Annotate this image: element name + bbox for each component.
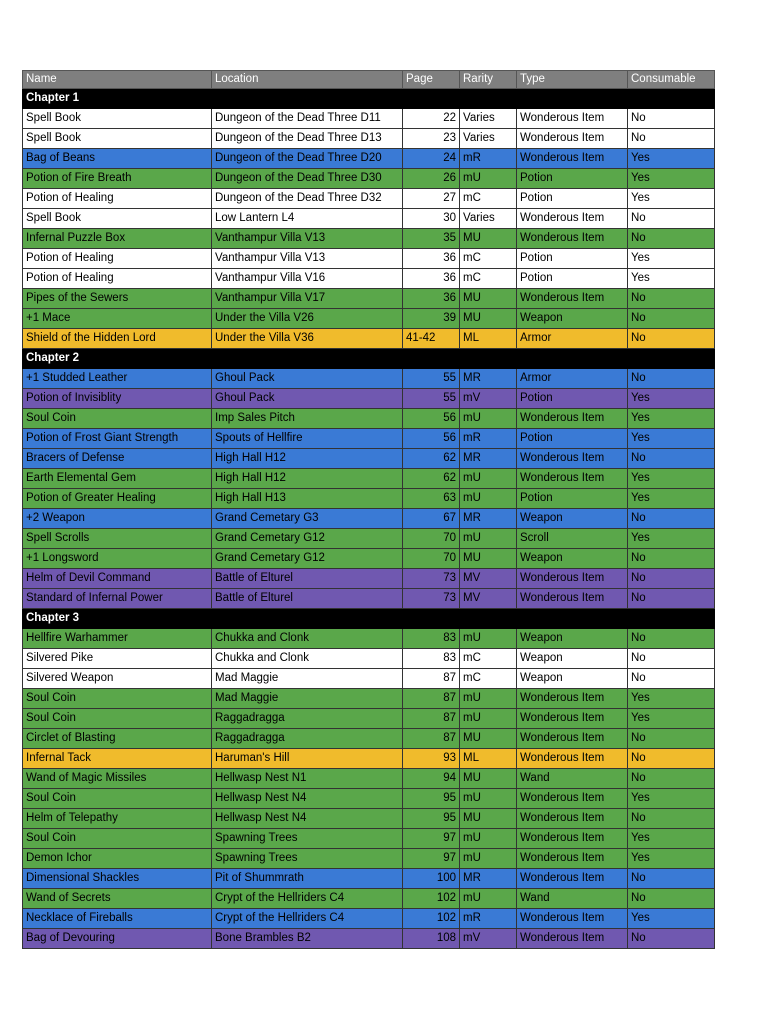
page-cell: 70: [403, 549, 460, 569]
table-row: [23, 789, 715, 809]
consumable-cell: Yes: [628, 829, 715, 849]
table-row: [23, 529, 715, 549]
page-cell: 97: [403, 849, 460, 869]
type-cell: Wonderous Item: [517, 569, 628, 589]
type-cell: Weapon: [517, 629, 628, 649]
consumable-cell: Yes: [628, 789, 715, 809]
consumable-cell: No: [628, 889, 715, 909]
table-body: [23, 89, 715, 949]
name-cell: Potion of Fire Breath: [23, 169, 212, 189]
type-cell: Wonderous Item: [517, 909, 628, 929]
page-cell: 62: [403, 449, 460, 469]
rarity-cell: MV: [460, 569, 517, 589]
consumable-cell: No: [628, 589, 715, 609]
header-location: Location: [212, 71, 403, 89]
name-cell: Spell Scrolls: [23, 529, 212, 549]
type-cell: Armor: [517, 369, 628, 389]
rarity-cell: MU: [460, 729, 517, 749]
rarity-cell: mR: [460, 909, 517, 929]
chapter-header-row: [23, 609, 715, 629]
name-cell: Spell Book: [23, 209, 212, 229]
rarity-cell: MU: [460, 549, 517, 569]
name-cell: Wand of Magic Missiles: [23, 769, 212, 789]
consumable-cell: No: [628, 769, 715, 789]
page-cell: 36: [403, 269, 460, 289]
page-cell: 94: [403, 769, 460, 789]
location-cell: Dungeon of the Dead Three D11: [212, 109, 403, 129]
name-cell: Infernal Puzzle Box: [23, 229, 212, 249]
location-cell: High Hall H13: [212, 489, 403, 509]
name-cell: Pipes of the Sewers: [23, 289, 212, 309]
type-cell: Wonderous Item: [517, 209, 628, 229]
type-cell: Wonderous Item: [517, 409, 628, 429]
type-cell: Wonderous Item: [517, 109, 628, 129]
header-type: Type: [517, 71, 628, 89]
page-cell: 73: [403, 569, 460, 589]
page-cell: 35: [403, 229, 460, 249]
consumable-cell: Yes: [628, 249, 715, 269]
location-cell: Raggadragga: [212, 709, 403, 729]
consumable-cell: No: [628, 929, 715, 949]
consumable-cell: Yes: [628, 709, 715, 729]
name-cell: Earth Elemental Gem: [23, 469, 212, 489]
rarity-cell: mR: [460, 429, 517, 449]
rarity-cell: mU: [460, 409, 517, 429]
consumable-cell: No: [628, 329, 715, 349]
type-cell: Wonderous Item: [517, 229, 628, 249]
name-cell: Potion of Healing: [23, 269, 212, 289]
location-cell: Crypt of the Hellriders C4: [212, 909, 403, 929]
location-cell: Ghoul Pack: [212, 369, 403, 389]
table-row: [23, 449, 715, 469]
type-cell: Wand: [517, 769, 628, 789]
name-cell: Bag of Devouring: [23, 929, 212, 949]
rarity-cell: mV: [460, 389, 517, 409]
table-row: [23, 549, 715, 569]
consumable-cell: Yes: [628, 389, 715, 409]
consumable-cell: No: [628, 649, 715, 669]
table-row: [23, 769, 715, 789]
header-page: Page: [403, 71, 460, 89]
consumable-cell: Yes: [628, 529, 715, 549]
name-cell: +1 Mace: [23, 309, 212, 329]
table-row: [23, 329, 715, 349]
table-row: [23, 829, 715, 849]
type-cell: Weapon: [517, 649, 628, 669]
table-row: [23, 489, 715, 509]
type-cell: Potion: [517, 489, 628, 509]
type-cell: Scroll: [517, 529, 628, 549]
location-cell: High Hall H12: [212, 449, 403, 469]
page-cell: 100: [403, 869, 460, 889]
name-cell: Spell Book: [23, 129, 212, 149]
location-cell: Under the Villa V36: [212, 329, 403, 349]
type-cell: Potion: [517, 429, 628, 449]
page-cell: 36: [403, 249, 460, 269]
consumable-cell: Yes: [628, 169, 715, 189]
rarity-cell: mU: [460, 629, 517, 649]
type-cell: Wonderous Item: [517, 809, 628, 829]
page-cell: 87: [403, 729, 460, 749]
name-cell: Silvered Weapon: [23, 669, 212, 689]
table-row: [23, 369, 715, 389]
location-cell: Vanthampur Villa V16: [212, 269, 403, 289]
type-cell: Potion: [517, 269, 628, 289]
location-cell: Spouts of Hellfire: [212, 429, 403, 449]
header-consumable: Consumable: [628, 71, 715, 89]
table-row: [23, 589, 715, 609]
rarity-cell: MU: [460, 229, 517, 249]
type-cell: Wonderous Item: [517, 749, 628, 769]
type-cell: Wonderous Item: [517, 829, 628, 849]
table-row: [23, 569, 715, 589]
name-cell: Hellfire Warhammer: [23, 629, 212, 649]
table-row: [23, 469, 715, 489]
name-cell: Helm of Telepathy: [23, 809, 212, 829]
location-cell: Grand Cemetary G3: [212, 509, 403, 529]
table-row: [23, 189, 715, 209]
consumable-cell: No: [628, 449, 715, 469]
rarity-cell: mU: [460, 889, 517, 909]
page-cell: 27: [403, 189, 460, 209]
rarity-cell: MU: [460, 309, 517, 329]
location-cell: Raggadragga: [212, 729, 403, 749]
table-row: [23, 669, 715, 689]
rarity-cell: mU: [460, 529, 517, 549]
location-cell: Under the Villa V26: [212, 309, 403, 329]
name-cell: Helm of Devil Command: [23, 569, 212, 589]
table-row: [23, 869, 715, 889]
consumable-cell: No: [628, 369, 715, 389]
page-cell: 95: [403, 809, 460, 829]
page-cell: 102: [403, 889, 460, 909]
chapter-label: Chapter 2: [23, 349, 715, 369]
page-cell: 55: [403, 369, 460, 389]
name-cell: Soul Coin: [23, 689, 212, 709]
consumable-cell: No: [628, 569, 715, 589]
name-cell: Demon Ichor: [23, 849, 212, 869]
rarity-cell: MU: [460, 809, 517, 829]
table-row: [23, 149, 715, 169]
type-cell: Potion: [517, 189, 628, 209]
page-cell: 70: [403, 529, 460, 549]
rarity-cell: Varies: [460, 209, 517, 229]
rarity-cell: mC: [460, 269, 517, 289]
type-cell: Potion: [517, 249, 628, 269]
table-row: [23, 209, 715, 229]
location-cell: Battle of Elturel: [212, 569, 403, 589]
rarity-cell: Varies: [460, 129, 517, 149]
table-row: [23, 729, 715, 749]
rarity-cell: MR: [460, 369, 517, 389]
table-row: [23, 849, 715, 869]
table-row: [23, 629, 715, 649]
name-cell: Potion of Healing: [23, 189, 212, 209]
page-cell: 26: [403, 169, 460, 189]
type-cell: Wonderous Item: [517, 849, 628, 869]
header-row: [23, 71, 715, 89]
rarity-cell: ML: [460, 329, 517, 349]
type-cell: Wonderous Item: [517, 929, 628, 949]
type-cell: Wonderous Item: [517, 449, 628, 469]
name-cell: Soul Coin: [23, 789, 212, 809]
page-cell: 83: [403, 629, 460, 649]
consumable-cell: Yes: [628, 189, 715, 209]
location-cell: Bone Brambles B2: [212, 929, 403, 949]
chapter-header-row: [23, 349, 715, 369]
consumable-cell: No: [628, 309, 715, 329]
table-row: [23, 109, 715, 129]
type-cell: Wonderous Item: [517, 589, 628, 609]
page-cell: 108: [403, 929, 460, 949]
table-row: [23, 649, 715, 669]
name-cell: Silvered Pike: [23, 649, 212, 669]
table-row: [23, 749, 715, 769]
consumable-cell: No: [628, 669, 715, 689]
rarity-cell: mC: [460, 669, 517, 689]
consumable-cell: No: [628, 289, 715, 309]
magic-items-sheet: [22, 70, 714, 949]
consumable-cell: No: [628, 749, 715, 769]
name-cell: Bag of Beans: [23, 149, 212, 169]
table-row: [23, 809, 715, 829]
type-cell: Potion: [517, 169, 628, 189]
chapter-label: Chapter 3: [23, 609, 715, 629]
consumable-cell: Yes: [628, 849, 715, 869]
table-row: [23, 929, 715, 949]
location-cell: Mad Maggie: [212, 689, 403, 709]
rarity-cell: mC: [460, 649, 517, 669]
rarity-cell: MV: [460, 589, 517, 609]
type-cell: Wonderous Item: [517, 149, 628, 169]
consumable-cell: No: [628, 229, 715, 249]
type-cell: Weapon: [517, 549, 628, 569]
rarity-cell: ML: [460, 749, 517, 769]
page-cell: 87: [403, 669, 460, 689]
type-cell: Armor: [517, 329, 628, 349]
name-cell: Dimensional Shackles: [23, 869, 212, 889]
name-cell: Soul Coin: [23, 829, 212, 849]
name-cell: +1 Studded Leather: [23, 369, 212, 389]
rarity-cell: mU: [460, 169, 517, 189]
location-cell: Hellwasp Nest N4: [212, 809, 403, 829]
rarity-cell: mU: [460, 849, 517, 869]
type-cell: Weapon: [517, 309, 628, 329]
rarity-cell: mU: [460, 709, 517, 729]
name-cell: +2 Weapon: [23, 509, 212, 529]
page-cell: 87: [403, 689, 460, 709]
page-cell: 73: [403, 589, 460, 609]
location-cell: Spawning Trees: [212, 829, 403, 849]
type-cell: Wonderous Item: [517, 709, 628, 729]
name-cell: Standard of Infernal Power: [23, 589, 212, 609]
table-row: [23, 269, 715, 289]
table-row: [23, 889, 715, 909]
table-row: [23, 689, 715, 709]
rarity-cell: mC: [460, 189, 517, 209]
consumable-cell: No: [628, 509, 715, 529]
type-cell: Wonderous Item: [517, 869, 628, 889]
type-cell: Wonderous Item: [517, 289, 628, 309]
magic-items-table: [22, 70, 715, 949]
location-cell: Crypt of the Hellriders C4: [212, 889, 403, 909]
location-cell: Pit of Shummrath: [212, 869, 403, 889]
page-cell: 41-42: [403, 329, 460, 349]
location-cell: Ghoul Pack: [212, 389, 403, 409]
type-cell: Potion: [517, 389, 628, 409]
table-row: [23, 429, 715, 449]
location-cell: Chukka and Clonk: [212, 649, 403, 669]
page-cell: 83: [403, 649, 460, 669]
consumable-cell: Yes: [628, 409, 715, 429]
name-cell: Spell Book: [23, 109, 212, 129]
type-cell: Wand: [517, 889, 628, 909]
chapter-header-row: [23, 89, 715, 109]
name-cell: Soul Coin: [23, 409, 212, 429]
page-cell: 87: [403, 709, 460, 729]
type-cell: Weapon: [517, 669, 628, 689]
table-row: [23, 249, 715, 269]
page-cell: 102: [403, 909, 460, 929]
location-cell: Grand Cemetary G12: [212, 549, 403, 569]
header-name: Name: [23, 71, 212, 89]
consumable-cell: Yes: [628, 149, 715, 169]
table-row: [23, 389, 715, 409]
type-cell: Weapon: [517, 509, 628, 529]
consumable-cell: No: [628, 869, 715, 889]
location-cell: Grand Cemetary G12: [212, 529, 403, 549]
page-cell: 24: [403, 149, 460, 169]
name-cell: Potion of Greater Healing: [23, 489, 212, 509]
rarity-cell: mU: [460, 689, 517, 709]
location-cell: Spawning Trees: [212, 849, 403, 869]
location-cell: Hellwasp Nest N4: [212, 789, 403, 809]
consumable-cell: Yes: [628, 489, 715, 509]
chapter-label: Chapter 1: [23, 89, 715, 109]
rarity-cell: mU: [460, 829, 517, 849]
name-cell: Potion of Invisiblity: [23, 389, 212, 409]
consumable-cell: Yes: [628, 689, 715, 709]
rarity-cell: MR: [460, 449, 517, 469]
table-row: [23, 709, 715, 729]
name-cell: Wand of Secrets: [23, 889, 212, 909]
type-cell: Wonderous Item: [517, 789, 628, 809]
name-cell: Soul Coin: [23, 709, 212, 729]
consumable-cell: No: [628, 729, 715, 749]
location-cell: Dungeon of the Dead Three D13: [212, 129, 403, 149]
location-cell: Haruman's Hill: [212, 749, 403, 769]
location-cell: Imp Sales Pitch: [212, 409, 403, 429]
consumable-cell: No: [628, 129, 715, 149]
location-cell: Mad Maggie: [212, 669, 403, 689]
rarity-cell: MR: [460, 869, 517, 889]
rarity-cell: mU: [460, 489, 517, 509]
rarity-cell: MR: [460, 509, 517, 529]
page-cell: 55: [403, 389, 460, 409]
page-cell: 22: [403, 109, 460, 129]
location-cell: Dungeon of the Dead Three D20: [212, 149, 403, 169]
rarity-cell: MU: [460, 289, 517, 309]
type-cell: Wonderous Item: [517, 469, 628, 489]
page-cell: 36: [403, 289, 460, 309]
page-cell: 63: [403, 489, 460, 509]
table-row: [23, 229, 715, 249]
consumable-cell: No: [628, 209, 715, 229]
location-cell: Vanthampur Villa V17: [212, 289, 403, 309]
consumable-cell: Yes: [628, 269, 715, 289]
table-row: [23, 129, 715, 149]
rarity-cell: mR: [460, 149, 517, 169]
location-cell: Dungeon of the Dead Three D30: [212, 169, 403, 189]
name-cell: Infernal Tack: [23, 749, 212, 769]
page-cell: 95: [403, 789, 460, 809]
rarity-cell: mV: [460, 929, 517, 949]
rarity-cell: MU: [460, 769, 517, 789]
type-cell: Wonderous Item: [517, 129, 628, 149]
location-cell: High Hall H12: [212, 469, 403, 489]
consumable-cell: No: [628, 629, 715, 649]
consumable-cell: Yes: [628, 469, 715, 489]
page-cell: 30: [403, 209, 460, 229]
location-cell: Dungeon of the Dead Three D32: [212, 189, 403, 209]
table-row: [23, 169, 715, 189]
location-cell: Hellwasp Nest N1: [212, 769, 403, 789]
rarity-cell: Varies: [460, 109, 517, 129]
name-cell: +1 Longsword: [23, 549, 212, 569]
page-cell: 93: [403, 749, 460, 769]
consumable-cell: Yes: [628, 429, 715, 449]
page-cell: 97: [403, 829, 460, 849]
location-cell: Vanthampur Villa V13: [212, 229, 403, 249]
name-cell: Bracers of Defense: [23, 449, 212, 469]
name-cell: Shield of the Hidden Lord: [23, 329, 212, 349]
type-cell: Wonderous Item: [517, 689, 628, 709]
name-cell: Necklace of Fireballs: [23, 909, 212, 929]
table-row: [23, 909, 715, 929]
location-cell: Chukka and Clonk: [212, 629, 403, 649]
rarity-cell: mU: [460, 789, 517, 809]
page-cell: 23: [403, 129, 460, 149]
page-cell: 39: [403, 309, 460, 329]
consumable-cell: No: [628, 549, 715, 569]
type-cell: Wonderous Item: [517, 729, 628, 749]
table-row: [23, 309, 715, 329]
consumable-cell: No: [628, 109, 715, 129]
table-row: [23, 409, 715, 429]
rarity-cell: mC: [460, 249, 517, 269]
header-rarity: Rarity: [460, 71, 517, 89]
name-cell: Potion of Frost Giant Strength: [23, 429, 212, 449]
rarity-cell: mU: [460, 469, 517, 489]
location-cell: Vanthampur Villa V13: [212, 249, 403, 269]
name-cell: Potion of Healing: [23, 249, 212, 269]
name-cell: Circlet of Blasting: [23, 729, 212, 749]
table-row: [23, 289, 715, 309]
page-cell: 67: [403, 509, 460, 529]
location-cell: Low Lantern L4: [212, 209, 403, 229]
page-cell: 62: [403, 469, 460, 489]
consumable-cell: Yes: [628, 909, 715, 929]
page-cell: 56: [403, 429, 460, 449]
location-cell: Battle of Elturel: [212, 589, 403, 609]
table-row: [23, 509, 715, 529]
consumable-cell: No: [628, 809, 715, 829]
page-cell: 56: [403, 409, 460, 429]
